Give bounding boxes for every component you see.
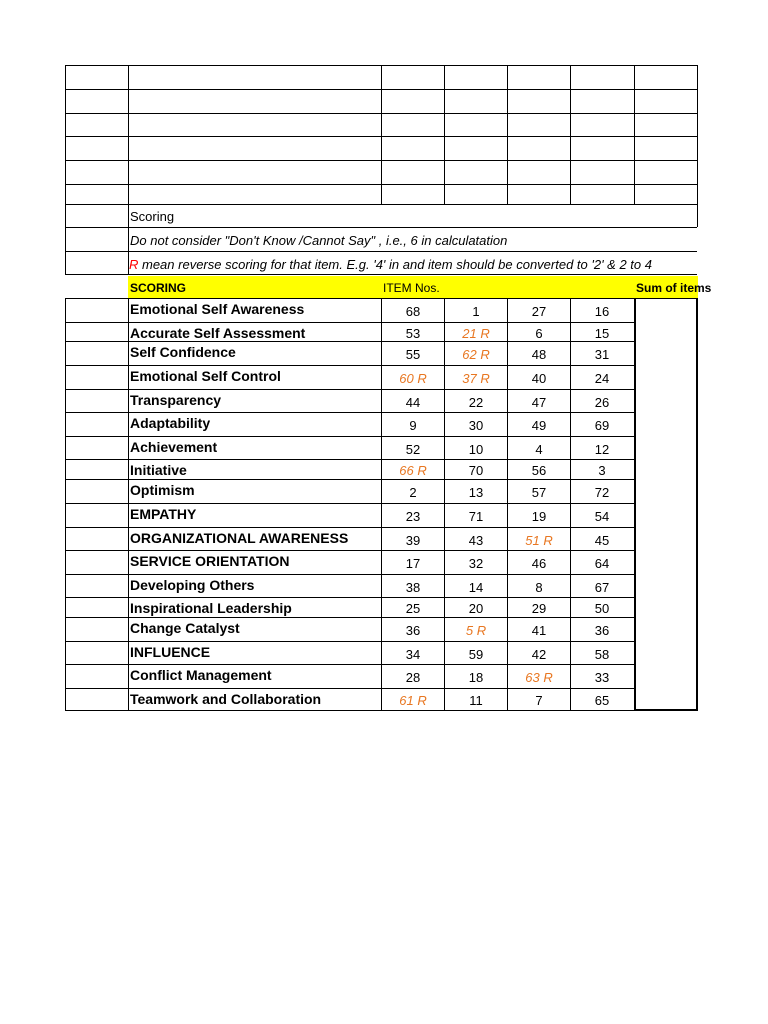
- item-number[interactable]: 52: [405, 441, 421, 457]
- grid-vline: [634, 65, 635, 204]
- reverse-note-clip: [128, 255, 698, 275]
- grid-hline: [65, 341, 634, 342]
- reverse-note-text: mean reverse scoring for that item. E.g. '4' in and item should be converted to '2' & 2 to 4: [138, 257, 652, 272]
- item-number[interactable]: 7: [535, 693, 543, 708]
- grid-vline: [444, 65, 445, 204]
- item-number[interactable]: 34: [405, 646, 421, 662]
- item-number[interactable]: 65: [594, 693, 610, 708]
- grid-hline: [65, 459, 634, 460]
- item-number[interactable]: 1: [472, 304, 480, 319]
- item-number[interactable]: 43: [468, 532, 484, 548]
- grid-hline: [65, 617, 634, 618]
- item-number[interactable]: 54: [594, 509, 610, 524]
- item-number[interactable]: 59: [468, 646, 484, 662]
- grid-hline: [65, 527, 634, 528]
- competency-label[interactable]: INFLUENCE: [130, 644, 211, 660]
- grid-hline: [65, 574, 634, 575]
- item-number[interactable]: 70: [468, 463, 484, 478]
- item-number[interactable]: 26: [594, 394, 610, 410]
- item-number[interactable]: 12: [594, 441, 610, 457]
- grid-hline: [634, 709, 698, 711]
- item-number[interactable]: 36: [594, 623, 610, 638]
- item-number[interactable]: 48: [531, 347, 547, 362]
- item-number[interactable]: 22: [468, 394, 484, 410]
- grid-vline: [65, 298, 66, 710]
- item-number[interactable]: 53: [405, 325, 421, 341]
- grid-hline: [65, 550, 634, 551]
- item-number[interactable]: 13: [468, 485, 484, 500]
- grid-vline: [507, 65, 508, 204]
- item-number[interactable]: 10: [468, 441, 484, 457]
- grid-hline: [65, 204, 697, 205]
- grid-hline: [65, 322, 634, 323]
- item-number[interactable]: 38: [405, 579, 421, 595]
- grid-hline: [65, 412, 634, 413]
- item-number[interactable]: 18: [468, 670, 484, 685]
- grid-hline: [65, 479, 634, 480]
- item-number[interactable]: 45: [594, 532, 610, 548]
- item-number[interactable]: 32: [468, 556, 484, 571]
- item-number[interactable]: 14: [468, 579, 484, 595]
- item-number[interactable]: 37 R: [462, 371, 490, 386]
- item-number[interactable]: 42: [531, 646, 547, 662]
- grid-hline: [65, 710, 634, 711]
- competency-label[interactable]: Change Catalyst: [130, 620, 240, 636]
- grid-hline: [65, 436, 634, 437]
- item-number[interactable]: 63 R: [525, 670, 553, 685]
- item-number[interactable]: 60 R: [399, 371, 427, 386]
- competency-label[interactable]: Teamwork and Collaboration: [130, 691, 322, 707]
- grid-vline: [697, 204, 698, 227]
- item-number[interactable]: 47: [531, 394, 547, 410]
- competency-label[interactable]: Emotional Self Awareness: [130, 301, 305, 317]
- grid-hline: [65, 365, 634, 366]
- item-number[interactable]: 23: [405, 509, 421, 524]
- competency-label[interactable]: Accurate Self Assessment: [130, 325, 306, 341]
- item-number[interactable]: 16: [594, 304, 610, 319]
- reverse-note[interactable]: [129, 257, 652, 272]
- grid-hline: [65, 227, 697, 228]
- grid-vline: [697, 65, 698, 204]
- item-number[interactable]: 69: [594, 418, 610, 433]
- item-number[interactable]: 46: [531, 556, 547, 571]
- item-number[interactable]: 30: [468, 418, 484, 433]
- sum-header-clip: [634, 276, 712, 298]
- item-number[interactable]: 11: [469, 693, 483, 708]
- item-number[interactable]: 19: [531, 509, 547, 524]
- item-number[interactable]: 3: [598, 463, 606, 478]
- grid-hline: [65, 688, 634, 689]
- item-number[interactable]: 57: [531, 485, 547, 500]
- item-number[interactable]: 9: [409, 418, 417, 433]
- item-number[interactable]: 64: [594, 556, 610, 571]
- item-number[interactable]: 27: [531, 304, 547, 319]
- item-number[interactable]: 72: [594, 485, 610, 500]
- competency-label[interactable]: Conflict Management: [130, 667, 272, 683]
- item-number[interactable]: 40: [531, 371, 547, 386]
- dont-know-note[interactable]: Do not consider "Don't Know /Cannot Say" , i.e., 6 in calculatation: [130, 233, 508, 248]
- grid-vline: [634, 298, 636, 711]
- competency-label[interactable]: ORGANIZATIONAL AWARENESS: [130, 530, 349, 546]
- competency-label[interactable]: Optimism: [130, 482, 195, 498]
- competency-label[interactable]: Inspirational Leadership: [130, 600, 292, 616]
- item-number[interactable]: 17: [405, 556, 421, 571]
- item-number[interactable]: 33: [594, 670, 610, 685]
- grid-vline: [65, 65, 66, 204]
- grid-vline: [128, 65, 129, 204]
- grid-vline: [570, 65, 571, 204]
- grid-vline: [128, 298, 129, 710]
- grid-vline: [381, 65, 382, 204]
- grid-hline: [65, 664, 634, 665]
- item-number[interactable]: 15: [594, 325, 610, 341]
- item-number[interactable]: 8: [535, 579, 543, 595]
- item-number[interactable]: 25: [405, 601, 421, 616]
- item-number[interactable]: 24: [594, 371, 610, 386]
- item-number[interactable]: 29: [531, 601, 547, 616]
- item-number[interactable]: 67: [594, 579, 610, 595]
- competency-label[interactable]: Initiative: [130, 462, 187, 478]
- item-number[interactable]: 31: [594, 347, 610, 362]
- item-number[interactable]: 56: [531, 463, 547, 478]
- item-number[interactable]: 61 R: [399, 693, 427, 708]
- competency-label[interactable]: Adaptability: [130, 415, 211, 431]
- item-number[interactable]: 36: [405, 623, 421, 638]
- item-number[interactable]: 62 R: [462, 347, 490, 362]
- grid-hline: [65, 597, 634, 598]
- item-number[interactable]: 58: [594, 646, 610, 662]
- competency-label[interactable]: EMPATHY: [130, 506, 197, 522]
- competency-label[interactable]: Achievement: [130, 439, 218, 455]
- grid-hline: [65, 389, 634, 390]
- item-number[interactable]: 5 R: [465, 623, 487, 638]
- grid-vline: [696, 298, 698, 711]
- item-number[interactable]: 2: [409, 485, 417, 500]
- grid-hline: [65, 251, 697, 252]
- item-number[interactable]: 66 R: [399, 463, 427, 478]
- grid-hline: [65, 641, 634, 642]
- item-number[interactable]: 44: [405, 394, 421, 410]
- item-number[interactable]: 28: [405, 670, 421, 685]
- item-nos-header[interactable]: ITEM Nos.: [383, 281, 440, 295]
- item-number[interactable]: 39: [405, 532, 421, 548]
- item-number[interactable]: 49: [531, 418, 547, 433]
- competency-label[interactable]: SERVICE ORIENTATION: [130, 553, 290, 569]
- item-number[interactable]: 41: [531, 623, 547, 638]
- item-number[interactable]: 50: [594, 601, 610, 616]
- item-number[interactable]: 4: [535, 441, 543, 457]
- competency-label[interactable]: Transparency: [130, 392, 222, 408]
- item-number[interactable]: 55: [405, 347, 421, 362]
- competency-label[interactable]: Emotional Self Control: [130, 368, 281, 384]
- item-number[interactable]: 6: [535, 325, 543, 341]
- competency-label[interactable]: Self Confidence: [130, 344, 236, 360]
- competency-label[interactable]: Developing Others: [130, 577, 255, 593]
- sum-header[interactable]: Sum of items: [636, 281, 712, 295]
- item-number[interactable]: 20: [468, 601, 484, 616]
- item-number[interactable]: 68: [405, 304, 421, 319]
- scoring-header[interactable]: SCORING: [130, 281, 187, 295]
- grid-vline: [65, 204, 66, 274]
- item-number[interactable]: 51 R: [525, 532, 553, 548]
- r-marker: R: [129, 257, 139, 272]
- item-number[interactable]: 71: [468, 509, 484, 524]
- grid-hline: [65, 503, 634, 504]
- item-number[interactable]: 21 R: [462, 325, 490, 341]
- scoring-note[interactable]: Scoring: [130, 209, 175, 224]
